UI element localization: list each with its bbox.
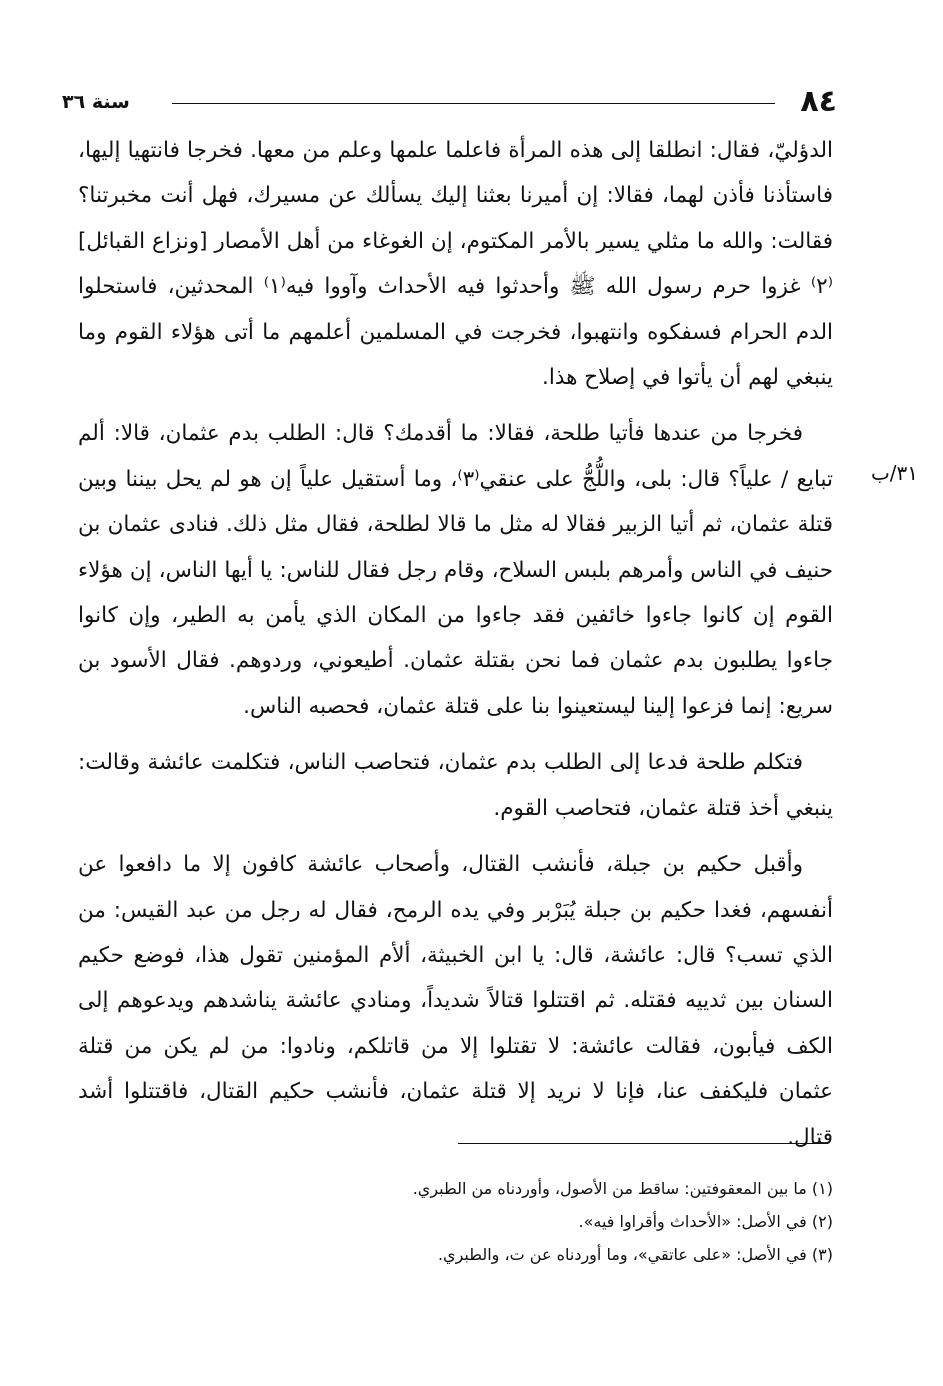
paragraph: وأقبل حكيم بن جبلة، فأنشب القتال، وأصحاب عائشة كافون إلا ما دافعوا عن أنفسهم، فغدا حكيم بن جبلة يُبَرْبر وفي يده الرمح، فقال له رجل من عبد القيس: من الذي تسب؟ قال: عائشة، قال: يا ابن الخبيثة، ألأم المؤمنين تقول هذا، فوضع حكيم السنان بين ثدييه فقتله. ثم اقتتلوا قتالاً شديداً، ومنادي عائشة يناشدهم ويدعوهم إلى الكف فيأبون، فقالت عائشة: لا تقتلوا إلا من قاتلكم، ونادوا: من لم يكن من قتلة عثمان فليكفف عنا، فإنا لا نريد إلا قتلة عثمان، فأنشب حكيم القتال، فاقتتلوا أشد قتال. [78,852,833,1150]
footnote: (١) ما بين المعقوفتين: ساقط من الأصول، وأوردناه من الطبري. [412,1179,833,1198]
paragraph: فتكلم طلحة فدعا إلى الطلب بدم عثمان، فتحاصب الناس، فتكلمت عائشة وقالت: ينبغي أخذ قتلة عثمان، فتحاصب القوم. [78,750,833,821]
running-title: سنة ٣٦ [62,91,130,113]
running-header [62,84,837,120]
margin-folio-note: ٣١/ب [870,461,918,485]
main-text [78,128,833,1171]
footnote: (٢) في الأصل: «الأحداث وأقراوا فيه». [578,1212,833,1231]
page-number: ٨٤ [800,84,837,119]
paragraph: فخرجا من عندها فأتيا طلحة، فقالا: ما أقدمك؟ قال: الطلب بدم عثمان، قالا: ألم تبايع / علياً؟ قال: بلى، واللُّجُّ على عنقي⁽٣⁾، وما أستقيل علياً إن هو لم يحل بيننا وبين قتلة عثمان، ثم أتيا الزبير فقالا له مثل ما قالا لطلحة، فقال مثل ذلك. فنادى عثمان بن حنيف في الناس وأمرهم بلبس السلاح، وقام رجل فقال للناس: يا أيها الناس، إن هؤلاء القوم إن كانوا جاءوا خائفين فقد جاءوا من المكان الذي يأمن به الطير، وإن كانوا جاءوا يطلبون بدم عثمان فما نحن بقتلة عثمان. أطيعوني، وردوهم. فقال الأسود بن سريع: إنما فزعوا إلينا ليستعينوا بنا على قتلة عثمان، فحصبه الناس. [78,421,833,719]
header-rule [172,103,775,104]
footnote-separator [458,1143,828,1144]
footnotes [120,1172,833,1271]
footnote: (٣) في الأصل: «على عاتقي»، وما أوردناه عن ت، والطبري. [437,1245,833,1264]
paragraph: الدؤليّ، فقال: انطلقا إلى هذه المرأة فاعلما علمها وعلم من معها. فخرجا فانتهيا إليها، فاستأذنا فأذن لهما، فقالا: إن أميرنا بعثنا إليك يسألك عن مسيرك، فهل أنت مخبرتنا؟ فقالت: والله ما مثلي يسير بالأمر المكتوم، إن الغوغاء من أهل الأمصار [ونزاع القبائل]⁽٢⁾ غزوا حرم رسول الله ﷺ وأحدثوا فيه الأحداث وآووا فيه⁽١⁾ المحدثين، فاستحلوا الدم الحرام فسفكوه وانتهبوا، فخرجت في المسلمين أعلمهم ما أتى هؤلاء القوم وما ينبغي لهم أن يأتوا في إصلاح هذا. [78,138,833,391]
